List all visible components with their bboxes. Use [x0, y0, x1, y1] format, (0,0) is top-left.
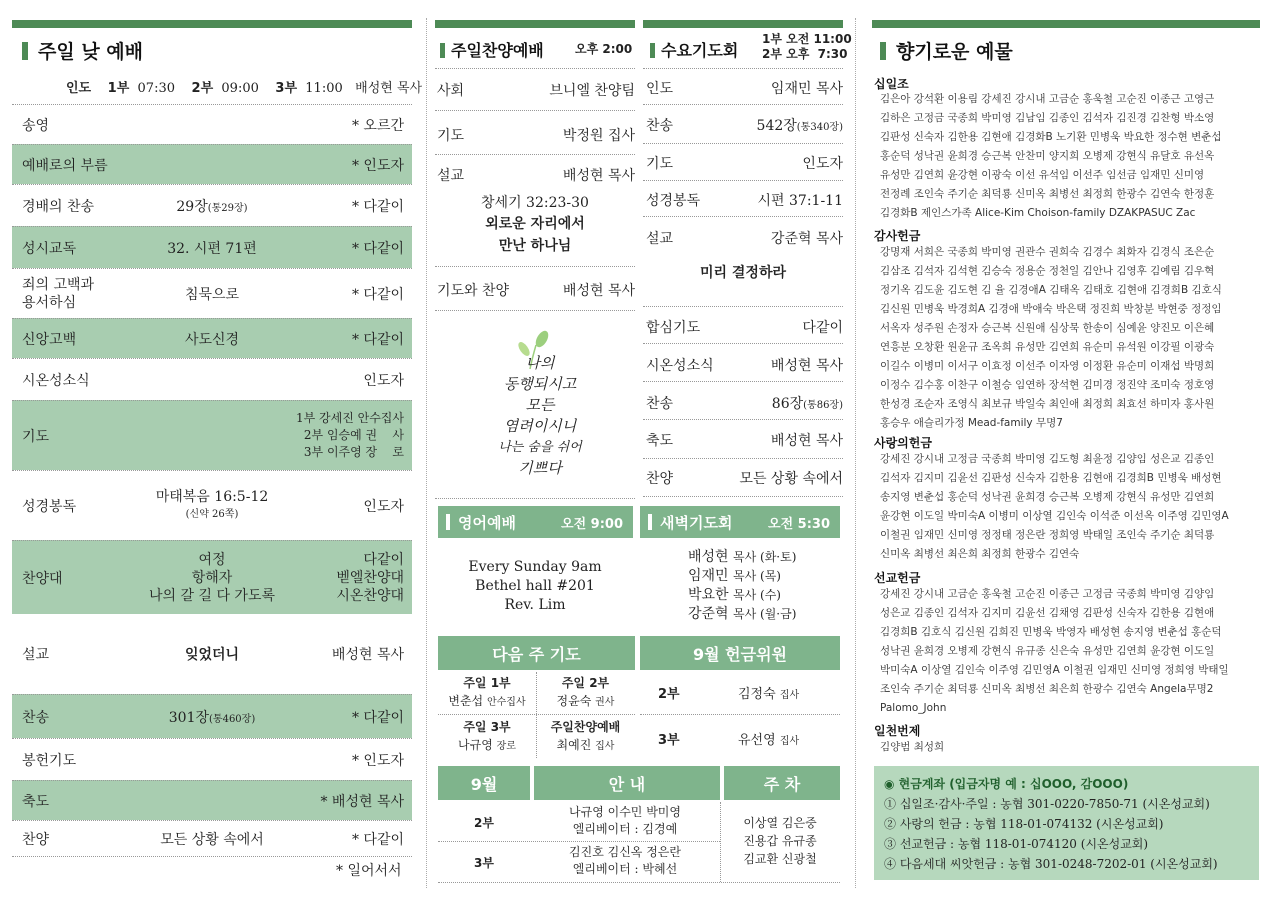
divider — [643, 306, 843, 307]
order-row: 신앙고백 사도신경 * 다같이 — [12, 318, 412, 358]
praise-service-title: 주일찬양예배 — [440, 38, 544, 61]
callig-line: 모든 — [525, 396, 555, 414]
order-row: 찬양대 여정 항해자 나의 갈 길 다 가도록 다같이 벧엘찬양대 시온찬양대 — [12, 540, 412, 614]
wed-row-value: 시편 37:1-11 — [757, 193, 843, 209]
callig-line: 나의 — [525, 354, 555, 372]
order-row: 죄의 고백과 용서하심 침묵으로 * 다같이 — [12, 268, 412, 318]
prayer-value: 박정원 집사 — [562, 128, 635, 144]
divider — [643, 381, 843, 382]
col1-top-bar — [12, 20, 412, 28]
divider — [643, 143, 843, 144]
wed-row-value: 임재민 목사 — [770, 81, 843, 97]
guide-header: 안 내 — [534, 766, 720, 800]
offer-row: 3부 유선영 집사 — [658, 733, 800, 748]
column-separator — [855, 18, 856, 888]
wed-row-value: 배성현 목사 — [770, 433, 843, 449]
love-heading: 사랑의헌금 — [874, 436, 932, 450]
english-service-info — [435, 558, 635, 615]
col2-top-bar — [435, 20, 635, 28]
col4-top-bar — [872, 20, 1260, 28]
order-row: 설교 잊었더니 배성현 목사 — [22, 647, 404, 663]
wed-row-value: 강준혁 목사 — [770, 231, 843, 247]
order-row: 성시교독 32. 시편 71편 * 다같이 — [12, 226, 412, 268]
divider — [643, 104, 843, 105]
divider — [435, 68, 635, 69]
english-line: Rev. Lim — [504, 597, 566, 613]
host-label: 사회 — [437, 83, 465, 99]
first-offering-heading: 일천번제 — [874, 724, 921, 738]
order-row: 찬송 301장(통460장) * 다같이 — [12, 694, 412, 738]
order-row: 송영 * 오르간 — [12, 104, 412, 144]
wed-sermon-title: 미리 결정하라 — [699, 265, 787, 281]
divider — [435, 154, 635, 155]
np-cell: 주일찬양예배 최예진 집사 — [550, 720, 621, 752]
prayer-praise-label: 기도와 찬양 — [437, 283, 510, 299]
sermon-title-1: 외로운 자리에서 — [485, 216, 585, 232]
sermon-title-2: 만난 하나님 — [498, 238, 572, 254]
callig-line: 나는 숨을 쉬어 — [498, 440, 582, 455]
wed-row-value: 인도자 — [802, 156, 843, 172]
dawn-item: 강준혁 목사 (월·금) — [688, 606, 797, 622]
order-row: 예배로의 부름 * 인도자 — [12, 144, 412, 184]
wed-row-label: 찬송 — [646, 396, 674, 412]
prayer-praise-value: 배성현 목사 — [562, 283, 635, 299]
order-row: 성경봉독 마태복음 16:5-12 (신약 26쪽) 인도자 — [12, 470, 412, 540]
order-row: 기도 1부 강세진 안수집사 2부 임승예 권 사 3부 이주영 장 로 — [12, 400, 412, 470]
wed-row-label: 인도 — [646, 81, 674, 97]
dawn-item: 박요한 목사 (수) — [688, 587, 781, 603]
offering-committee-list — [640, 670, 840, 760]
offering-committee-header: 9월 헌금위원 — [640, 636, 840, 670]
guide-names: 나규영 이수민 박미영 엘리베이터 : 김경예 — [569, 805, 681, 836]
guide-part: 2부 — [474, 816, 494, 830]
mission-names: 강세진 강시내 고금순 홍욱철 고순진 이종근 고정금 국종희 박미영 김양임 성은교 김종인 김석자 김지미 김윤선 김채영 김판성 신숙자 김한용 김현애 김경희B 김호식 김신원 김희진 민병욱 박영자 배성현 송지영 변춘섭 홍순덕 성낙권 윤희경 오병제 강현식 유규종 신은숙 유성만 김연희 윤강현 이도일 박미숙A 이상열 김인숙 이주영 김민영A 이철권 임재민 신미영 정희영 박태일 조인숙 주기순 최덕룡 신미옥 최병선 최은희 한광수 김연숙 Angela무명2 Palomo_John — [880, 588, 1229, 714]
wed-row-label: 기도 — [646, 156, 674, 172]
wed-row-label: 찬송 — [646, 118, 674, 134]
divider — [643, 458, 843, 459]
parking-header: 주 차 — [724, 766, 840, 800]
dawn-item: 임재민 목사 (목) — [688, 568, 781, 584]
guide-table — [438, 800, 840, 884]
divider — [435, 310, 635, 311]
dawn-prayer-list — [688, 548, 796, 624]
english-service-header: 영어예배 오전 9:00 — [438, 506, 633, 538]
english-line: Bethel hall #201 — [475, 578, 595, 594]
calligraphy-art — [470, 325, 610, 495]
wed-row-label: 설교 — [646, 231, 674, 247]
divider — [643, 419, 843, 420]
parking-names: 이상열 김은중 진용갑 유규종 김교환 신광철 — [743, 816, 817, 866]
callig-line: 기쁘다 — [518, 459, 562, 477]
divider — [643, 496, 843, 497]
service-times: 인도 1부 07:30 2부 09:00 3부 11:00 배성현 목사 — [66, 81, 423, 96]
account-box — [874, 766, 1259, 880]
order-row: 경배의 찬송 29장(통29장) * 다같이 — [12, 184, 412, 226]
divider — [435, 110, 635, 111]
wed-row-label: 축도 — [646, 433, 674, 449]
wed-row-label: 시온성소식 — [646, 358, 714, 374]
host-value: 브니엘 찬양팀 — [549, 83, 635, 99]
np-cell: 주일 1부 변춘섭 안수집사 — [448, 676, 526, 708]
wed-row-value: 배성현 목사 — [770, 358, 843, 374]
divider — [643, 343, 843, 344]
thanks-heading: 감사헌금 — [874, 229, 921, 243]
order-row: 봉헌기도 * 인도자 — [12, 738, 412, 780]
month-header: 9월 — [438, 766, 530, 800]
divider — [12, 856, 412, 857]
guide-part: 3부 — [474, 856, 494, 870]
divider — [643, 216, 843, 217]
col3-top-bar — [643, 20, 843, 28]
order-row: 축도 * 배성현 목사 — [12, 780, 412, 820]
np-cell: 주일 3부 나규영 장로 — [458, 720, 516, 752]
guide-names: 김진호 김신옥 정은란 엘리베이터 : 박혜선 — [569, 845, 681, 876]
wednesday-prayer-title: 수요기도회 — [650, 38, 738, 61]
offering-title: 향기로운 예물 — [880, 37, 1013, 64]
wed-row-label: 성경봉독 — [646, 193, 701, 209]
order-row: 시온성소식 인도자 — [12, 358, 412, 400]
sunday-service-title: 주일 낮 예배 — [22, 37, 143, 64]
tithe-heading: 십일조 — [874, 77, 909, 91]
mission-heading: 선교헌금 — [874, 571, 921, 585]
wed-row-label: 합심기도 — [646, 320, 701, 336]
dawn-prayer-header: 새벽기도회 오전 5:30 — [640, 506, 840, 538]
wed-row-value: 모든 상황 속에서 — [739, 471, 843, 487]
sermon-label: 설교 — [437, 168, 465, 184]
np-cell: 주일 2부 정윤숙 권사 — [556, 676, 615, 708]
column-separator — [426, 18, 427, 888]
next-prayer-header: 다음 주 기도 — [438, 636, 635, 670]
thanks-names: 강명재 서희은 국종희 박미영 권관수 권희숙 김경수 최화자 김경식 조은순 김삼조 김석자 김석현 김승숙 정용순 정천일 김안나 김영후 김예림 김우혁 정기옥 김도윤 김도현 김 율 김경애A 김태옥 김태호 김현애 김경희B 김호식 김신원 민병욱 박경희A 김경애 박애숙 박은택 정진희 박창분 박현중 정정임 서옥자 성주원 손정자 승근복 신원애 심상묵 한송이 심예윤 양진모 이은혜 연흥분 오창환 원윤규 조옥희 유성만 김연희 유순미 유석원 이강필 이광숙 이길수 이병미 이서구 이효정 이선주 이자영 이정환 유순미 이재섭 박명희 이정수 김수홍 이찬구 이철승 임연하 장석현 김미경 정진약 조미숙 정호영 한성경 조순자 조영식 최보규 박일숙 최인애 최정희 최효선 하미자 홍사원 홍승우 애슬리가정 Mead-family 무명7 — [880, 246, 1222, 429]
account-line: ④ 다음세대 씨앗헌금 : 농협 301-0248-7202-01 (시온성교회) — [884, 857, 1218, 871]
offer-row: 2부 김정숙 집사 — [658, 687, 800, 702]
callig-line: 동행되시고 — [503, 375, 577, 393]
prayer-label: 기도 — [437, 128, 465, 144]
english-line: Every Sunday 9am — [468, 559, 602, 575]
love-names: 강세진 강시내 고정금 국종희 박미영 김도형 최윤정 김양임 성은교 김종인 김석자 김지미 김윤선 김판성 신숙자 김한용 김현애 김경희B 민병욱 배성현 송지영 변춘섭 홍순덕 성낙권 윤희경 승근복 오병제 강현식 유성만 김연희 윤강현 이도일 박미숙A 이병미 이상열 김인숙 이석준 이선옥 이주영 김민영A 이철권 임재민 신미영 정정태 정은란 정희영 박태일 조인숙 주기순 최덕룡 신미옥 최병선 최은희 최정희 한광수 김연숙 — [880, 453, 1229, 560]
first-offering-names: 김양범 최성희 — [880, 741, 945, 753]
wednesday-times: 1부 오전 11:00 2부 오후 7:30 — [762, 32, 852, 61]
praise-service-time: 오후 2:00 — [575, 42, 633, 56]
divider — [643, 180, 843, 181]
wed-row-label: 찬양 — [646, 471, 674, 487]
tithe-names: 김은아 강석환 이용림 강세진 강시내 고금순 홍욱철 고순진 이종근 고영근 김하은 고정금 국종희 박미영 김남임 김종인 김석자 김진경 김찬형 박소영 김판성 신숙자 김한용 김현애 김경화B 노기환 민병욱 박요한 정수현 변춘섭 홍순덕 성낙권 윤희경 승근복 안찬미 양지희 오병제 강현식 유달호 유선옥 유성만 김연희 윤강현 이광숙 이선 유석임 이선주 임선금 임재민 신미영 전정례 조인숙 주기순 최덕룡 신미옥 최병선 최정희 한광수 김연숙 한정훈 김경화B 제인스가족 Alice-Kim Choison-family DZAKPASUC Zac — [880, 93, 1222, 219]
sermon-value: 배성현 목사 — [562, 168, 635, 184]
account-line: ① 십일조·감사·주일 : 농협 301-0220-7850-71 (시온성교회) — [884, 797, 1210, 811]
wed-row-value: 86장(통86장) — [771, 396, 843, 412]
next-prayer-grid — [438, 670, 635, 760]
divider — [643, 68, 843, 69]
dawn-item: 배성현 목사 (화·토) — [688, 549, 797, 565]
callig-line: 염려이시니 — [503, 417, 577, 435]
sermon-ref: 창세기 32:23-30 — [481, 195, 589, 211]
order-row: 찬양 모든 상황 속에서 * 다같이 — [12, 820, 412, 856]
divider — [435, 266, 635, 267]
account-heading: ◉ 현금계좌 (입금자명 예 : 십OOO, 감OOO) — [884, 777, 1129, 791]
wed-row-value: 542장(통340장) — [756, 118, 843, 134]
divider — [435, 498, 635, 499]
account-line: ② 사랑의 헌금 : 농협 118-01-074132 (시온성교회) — [884, 817, 1164, 831]
wed-row-value: 다같이 — [802, 320, 843, 336]
standing-note: * 일어서서 — [336, 863, 402, 879]
account-line: ③ 선교헌금 : 농협 118-01-074120 (시온성교회) — [884, 837, 1149, 851]
